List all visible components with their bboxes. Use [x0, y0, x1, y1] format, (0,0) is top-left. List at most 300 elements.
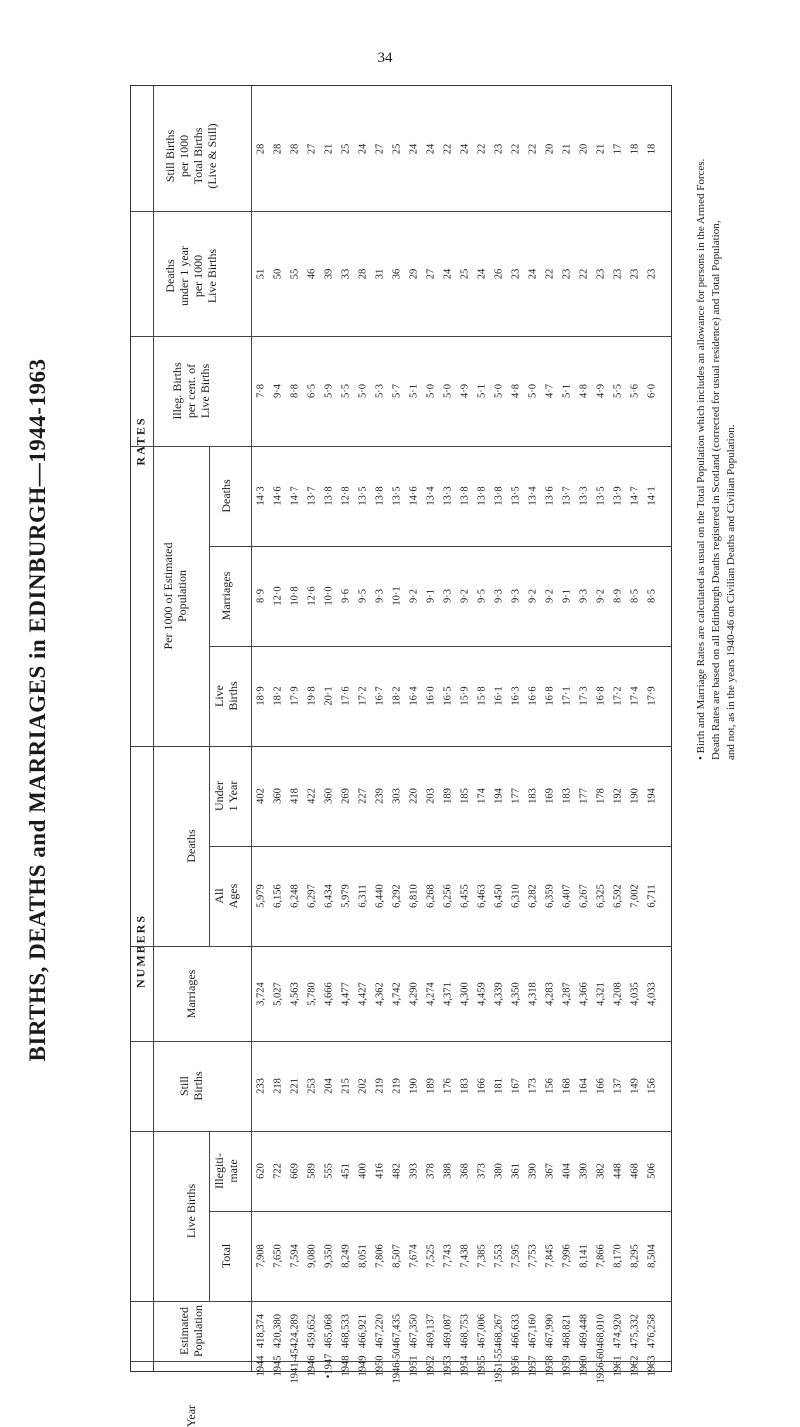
cell-marr: 5,027	[272, 981, 284, 1006]
cell-year: 1953	[442, 1355, 454, 1377]
cell-total: 8,507	[391, 1244, 403, 1268]
statistics-table	[130, 85, 672, 1427]
cell-year: 1945	[272, 1355, 284, 1377]
cell-still_rate: 20	[544, 143, 556, 154]
cell-still: 164	[578, 1078, 590, 1094]
cell-all: 6,292	[391, 884, 403, 908]
cell-rmarr: 12·6	[306, 586, 318, 606]
cell-marr: 4,035	[629, 981, 641, 1006]
cell-rdeath: 13·8	[323, 486, 335, 506]
cell-illeg: 448	[612, 1163, 624, 1179]
header-still-rate: Still Births per 1000 Total Births (Live & Still)	[163, 123, 219, 189]
cell-total: 7,674	[408, 1244, 420, 1268]
cell-rlb: 19·8	[306, 686, 318, 706]
cell-still_rate: 28	[272, 143, 284, 154]
cell-year: 1954	[459, 1355, 471, 1377]
cell-still_rate: 22	[527, 143, 539, 154]
cell-still: 253	[306, 1078, 318, 1094]
cell-rlb: 18·2	[391, 686, 403, 706]
cell-all: 6,282	[527, 884, 539, 908]
cell-all: 6,434	[323, 884, 335, 908]
cell-pop: 468,533	[340, 1313, 352, 1349]
cell-total: 7,650	[272, 1244, 284, 1268]
cell-rmarr: 10·0	[323, 586, 335, 606]
cell-all: 6,325	[595, 884, 607, 908]
cell-year: 1951	[408, 1355, 420, 1377]
cell-marr: 4,339	[493, 981, 505, 1006]
cell-rlb: 18·9	[255, 686, 267, 706]
cell-under1: 360	[323, 788, 335, 804]
cell-under1: 169	[544, 788, 556, 804]
cell-pop: 466,921	[357, 1313, 369, 1349]
cell-illeg_pct: 6·0	[646, 384, 658, 398]
cell-pop: 468,267	[493, 1313, 505, 1349]
cell-total: 7,525	[425, 1244, 437, 1268]
cell-total: 9,350	[323, 1244, 335, 1268]
cell-illeg_pct: 5·1	[408, 384, 420, 398]
cell-illeg_pct: 5·0	[527, 384, 539, 398]
cell-still_rate: 18	[646, 143, 658, 154]
cell-rdeath: 14·7	[289, 486, 301, 506]
cell-under1: 190	[629, 788, 641, 804]
cell-rdeath: 13·5	[357, 486, 369, 506]
cell-rlb: 15·9	[459, 686, 471, 706]
cell-still_rate: 18	[629, 143, 641, 154]
cell-still_rate: 21	[561, 143, 573, 154]
cell-pop: 467,990	[544, 1313, 556, 1349]
cell-inf: 23	[612, 268, 624, 279]
cell-rdeath: 14·3	[255, 486, 267, 506]
cell-illeg: 555	[323, 1163, 335, 1179]
cell-inf: 39	[323, 268, 335, 279]
cell-total: 8,295	[629, 1244, 641, 1268]
cell-still_rate: 17	[612, 143, 624, 154]
cell-rmarr: 9·1	[425, 589, 437, 603]
cell-illeg_pct: 8·8	[289, 384, 301, 398]
cell-all: 6,450	[493, 884, 505, 908]
cell-under1: 203	[425, 788, 437, 804]
cell-still: 137	[612, 1078, 624, 1094]
header-live-births: Live Births	[184, 1183, 198, 1239]
cell-rmarr: 8·5	[629, 589, 641, 603]
cell-inf: 22	[578, 268, 590, 279]
cell-still_rate: 24	[357, 143, 369, 154]
cell-all: 6,297	[306, 884, 318, 908]
cell-still_rate: 24	[459, 143, 471, 154]
cell-still_rate: 27	[374, 143, 386, 154]
cell-illeg: 367	[544, 1163, 556, 1179]
cell-still_rate: 22	[510, 143, 522, 154]
cell-total: 7,553	[493, 1244, 505, 1268]
cell-marr: 4,477	[340, 981, 352, 1006]
cell-inf: 51	[255, 268, 267, 279]
cell-rdeath: 13·8	[476, 486, 488, 506]
column-separator	[131, 746, 671, 747]
cell-pop: 469,087	[442, 1313, 454, 1349]
cell-rmarr: 9·2	[408, 589, 420, 603]
cell-under1: 220	[408, 788, 420, 804]
cell-still: 215	[340, 1078, 352, 1094]
cell-total: 7,595	[510, 1244, 522, 1268]
cell-still_rate: 28	[289, 143, 301, 154]
header-population: Estimated Population	[177, 1304, 205, 1358]
column-separator	[131, 1301, 671, 1302]
cell-rmarr: 9·3	[510, 589, 522, 603]
cell-rlb: 16·4	[408, 686, 420, 706]
column-separator	[131, 211, 671, 212]
cell-under1: 402	[255, 788, 267, 804]
cell-still: 156	[544, 1078, 556, 1094]
cell-still: 149	[629, 1078, 641, 1094]
deaths-subheader-boundary	[209, 746, 210, 946]
cell-rmarr: 9·3	[578, 589, 590, 603]
cell-rmarr: 9·3	[442, 589, 454, 603]
cell-marr: 4,666	[323, 981, 335, 1006]
cell-pop: 420,380	[272, 1313, 284, 1349]
cell-year: 1950	[374, 1355, 386, 1377]
footnote-line-1: • Birth and Marriage Rates are calculated as usual on the Total Population which includes an allowance for persons in the Armed Forces.	[695, 158, 707, 760]
cell-inf: 33	[340, 268, 352, 279]
cell-pop: 424,289	[289, 1313, 301, 1349]
footnote-line-2: Death Rates are based on all Edinburgh Deaths registered in Scotland (corrected for usual residence) and Total Population,	[710, 220, 722, 760]
cell-year: 1946	[306, 1355, 318, 1377]
sub-column-separator	[209, 546, 671, 547]
cell-pop: 469,448	[578, 1313, 590, 1349]
cell-pop: 467,435	[391, 1313, 403, 1349]
cell-total: 7,743	[442, 1244, 454, 1268]
cell-rmarr: 9·2	[527, 589, 539, 603]
cell-marr: 4,459	[476, 981, 488, 1006]
sub-column-separator	[209, 646, 671, 647]
cell-inf: 22	[544, 268, 556, 279]
page-title-container	[25, 358, 50, 1062]
cell-rdeath: 14·7	[629, 486, 641, 506]
cell-all: 6,268	[425, 884, 437, 908]
header-rate-deaths: Deaths	[219, 479, 233, 513]
cell-still_rate: 27	[306, 143, 318, 154]
cell-under1: 194	[646, 788, 658, 804]
cell-rlb: 17·9	[646, 686, 658, 706]
cell-pop: 468,821	[561, 1313, 573, 1349]
cell-rlb: 17·2	[612, 686, 624, 706]
cell-all: 6,248	[289, 884, 301, 908]
cell-still: 167	[510, 1078, 522, 1094]
cell-pop: 466,633	[510, 1313, 522, 1349]
cell-rmarr: 9·6	[340, 589, 352, 603]
cell-rlb: 16·1	[493, 686, 505, 706]
cell-rmarr: 9·1	[561, 589, 573, 603]
live-births-subheader-boundary	[209, 1131, 210, 1301]
cell-total: 8,170	[612, 1244, 624, 1268]
cell-rmarr: 9·3	[374, 589, 386, 603]
cell-rdeath: 13·5	[391, 486, 403, 506]
cell-pop: 475,332	[629, 1313, 641, 1349]
cell-still: 166	[595, 1078, 607, 1094]
cell-still_rate: 21	[323, 143, 335, 154]
page-title: BIRTHS, DEATHS and MARRIAGES in EDINBURGH—1944-1963	[25, 358, 50, 1062]
cell-still: 233	[255, 1078, 267, 1094]
cell-rdeath: 13·3	[578, 486, 590, 506]
cell-year: •1947	[323, 1353, 335, 1379]
cell-year: 1949	[357, 1355, 369, 1377]
cell-total: 7,753	[527, 1244, 539, 1268]
cell-rlb: 16·6	[527, 686, 539, 706]
cell-still: 166	[476, 1078, 488, 1094]
cell-illeg: 368	[459, 1163, 471, 1179]
cell-rlb: 16·7	[374, 686, 386, 706]
cell-under1: 174	[476, 788, 488, 804]
cell-year: 1957	[527, 1355, 539, 1377]
cell-rlb: 16·0	[425, 686, 437, 706]
cell-marr: 4,318	[527, 981, 539, 1006]
cell-illeg_pct: 5·1	[476, 384, 488, 398]
header-rate-marriages: Marriages	[219, 571, 233, 621]
header-total: Total	[219, 1243, 233, 1269]
cell-pop: 467,220	[374, 1313, 386, 1349]
cell-illeg: 404	[561, 1163, 573, 1179]
cell-marr: 4,290	[408, 981, 420, 1006]
cell-total: 7,806	[374, 1244, 386, 1268]
cell-pop: 465,068	[323, 1313, 335, 1349]
cell-illeg: 373	[476, 1163, 488, 1179]
cell-rdeath: 13·7	[561, 486, 573, 506]
cell-illeg: 393	[408, 1163, 420, 1179]
cell-illeg_pct: 5·0	[442, 384, 454, 398]
cell-illeg_pct: 5·3	[374, 384, 386, 398]
cell-all: 6,711	[646, 884, 658, 908]
cell-total: 9,080	[306, 1244, 318, 1268]
cell-illeg_pct: 4·7	[544, 384, 556, 398]
cell-all: 6,310	[510, 884, 522, 908]
cell-rmarr: 9·2	[595, 589, 607, 603]
cell-illeg: 361	[510, 1163, 522, 1179]
cell-inf: 46	[306, 268, 318, 279]
cell-rdeath: 13·9	[612, 486, 624, 506]
cell-rdeath: 14·6	[272, 486, 284, 506]
header-per-1000: Per 1000 of Estimated Population	[161, 542, 189, 650]
cell-year: 1958	[544, 1355, 556, 1377]
cell-total: 7,908	[255, 1244, 267, 1268]
cell-illeg: 382	[595, 1163, 607, 1179]
cell-marr: 4,300	[459, 981, 471, 1006]
cell-illeg_pct: 7·8	[255, 384, 267, 398]
cell-under1: 177	[510, 788, 522, 804]
cell-pop: 469,137	[425, 1313, 437, 1349]
cell-rdeath: 14·1	[646, 486, 658, 506]
cell-still_rate: 23	[493, 143, 505, 154]
cell-rmarr: 9·5	[357, 589, 369, 603]
cell-pop: 474,920	[612, 1313, 624, 1349]
cell-inf: 36	[391, 268, 403, 279]
header-infant-rate: Deaths under 1 year per 1000 Live Births	[163, 246, 219, 306]
cell-inf: 50	[272, 268, 284, 279]
cell-rlb: 17·9	[289, 686, 301, 706]
cell-inf: 23	[629, 268, 641, 279]
cell-all: 6,455	[459, 884, 471, 908]
cell-illeg_pct: 9·4	[272, 384, 284, 398]
cell-rlb: 17·6	[340, 686, 352, 706]
cell-year: 1960	[578, 1355, 590, 1377]
cell-illeg: 390	[527, 1163, 539, 1179]
cell-rlb: 15·8	[476, 686, 488, 706]
cell-still: 221	[289, 1078, 301, 1094]
cell-illeg_pct: 5·0	[425, 384, 437, 398]
cell-rdeath: 13·3	[442, 486, 454, 506]
cell-still_rate: 28	[255, 143, 267, 154]
sub-column-separator	[209, 846, 671, 847]
cell-rdeath: 13·6	[544, 486, 556, 506]
cell-inf: 24	[527, 268, 539, 279]
cell-all: 6,256	[442, 884, 454, 908]
cell-total: 7,438	[459, 1244, 471, 1268]
cell-rdeath: 13·7	[306, 486, 318, 506]
cell-rlb: 18·2	[272, 686, 284, 706]
cell-under1: 194	[493, 788, 505, 804]
cell-under1: 239	[374, 788, 386, 804]
cell-illeg: 620	[255, 1163, 267, 1179]
cell-rlb: 17·4	[629, 686, 641, 706]
cell-under1: 177	[578, 788, 590, 804]
header-still-births: Still Births	[177, 1071, 205, 1101]
cell-rlb: 16·8	[544, 686, 556, 706]
cell-pop: 467,160	[527, 1313, 539, 1349]
cell-illeg_pct: 5·7	[391, 384, 403, 398]
cell-rdeath: 13·5	[510, 486, 522, 506]
cell-year: 1963	[646, 1355, 658, 1377]
cell-total: 7,996	[561, 1244, 573, 1268]
cell-marr: 4,208	[612, 981, 624, 1006]
cell-still: 168	[561, 1078, 573, 1094]
header-year: Year	[184, 1404, 198, 1427]
cell-still: 189	[425, 1078, 437, 1094]
cell-under1: 360	[272, 788, 284, 804]
cell-marr: 3,724	[255, 981, 267, 1006]
cell-still_rate: 25	[391, 143, 403, 154]
column-separator	[131, 946, 671, 947]
cell-illeg: 380	[493, 1163, 505, 1179]
cell-inf: 24	[442, 268, 454, 279]
cell-year: 1961	[612, 1355, 624, 1377]
cell-marr: 4,033	[646, 981, 658, 1006]
cell-all: 6,440	[374, 884, 386, 908]
cell-marr: 4,274	[425, 981, 437, 1006]
cell-still_rate: 20	[578, 143, 590, 154]
cell-year: 1944	[255, 1355, 267, 1377]
cell-illeg_pct: 4·9	[595, 384, 607, 398]
cell-rdeath: 13·4	[425, 486, 437, 506]
cell-inf: 29	[408, 268, 420, 279]
cell-still: 219	[391, 1078, 403, 1094]
cell-illeg_pct: 5·0	[357, 384, 369, 398]
cell-under1: 422	[306, 788, 318, 804]
cell-rmarr: 8·9	[255, 589, 267, 603]
cell-illeg: 400	[357, 1163, 369, 1179]
cell-rlb: 16·8	[595, 686, 607, 706]
cell-all: 6,592	[612, 884, 624, 908]
cell-rmarr: 12·0	[272, 586, 284, 606]
cell-still: 183	[459, 1078, 471, 1094]
cell-under1: 227	[357, 788, 369, 804]
cell-under1: 183	[561, 788, 573, 804]
cell-rdeath: 12·8	[340, 486, 352, 506]
cell-illeg: 378	[425, 1163, 437, 1179]
cell-illeg: 722	[272, 1163, 284, 1179]
cell-illeg: 669	[289, 1163, 301, 1179]
cell-rdeath: 14·6	[408, 486, 420, 506]
cell-rlb: 17·2	[357, 686, 369, 706]
cell-marr: 5,780	[306, 981, 318, 1006]
cell-all: 5,979	[340, 884, 352, 908]
cell-year: 1952	[425, 1355, 437, 1377]
cell-rdeath: 13·5	[595, 486, 607, 506]
cell-under1: 418	[289, 788, 301, 804]
cell-all: 6,463	[476, 884, 488, 908]
cell-total: 7,845	[544, 1244, 556, 1268]
cell-marr: 4,362	[374, 981, 386, 1006]
cell-under1: 303	[391, 788, 403, 804]
per-1000-subheader-boundary	[209, 446, 210, 746]
cell-still_rate: 21	[595, 143, 607, 154]
cell-still: 190	[408, 1078, 420, 1094]
cell-inf: 27	[425, 268, 437, 279]
section-label-rates: RATES	[133, 416, 148, 466]
header-boundary	[251, 86, 252, 1371]
cell-still: 173	[527, 1078, 539, 1094]
cell-under1: 269	[340, 788, 352, 804]
cell-still: 204	[323, 1078, 335, 1094]
section-boundary	[153, 86, 154, 1371]
cell-still: 156	[646, 1078, 658, 1094]
cell-total: 8,141	[578, 1244, 590, 1268]
cell-marr: 4,366	[578, 981, 590, 1006]
cell-rlb: 17·3	[578, 686, 590, 706]
cell-marr: 4,287	[561, 981, 573, 1006]
cell-year: 1956-60	[595, 1348, 607, 1384]
cell-year: 1948	[340, 1355, 352, 1377]
cell-illeg_pct: 5·0	[493, 384, 505, 398]
cell-illeg_pct: 5·1	[561, 384, 573, 398]
cell-rmarr: 10·1	[391, 586, 403, 606]
cell-illeg: 451	[340, 1163, 352, 1179]
cell-illeg: 416	[374, 1163, 386, 1179]
cell-total: 7,866	[595, 1244, 607, 1268]
cell-rdeath: 13·8	[374, 486, 386, 506]
cell-illeg_pct: 5·5	[340, 384, 352, 398]
cell-marr: 4,563	[289, 981, 301, 1006]
column-separator	[131, 446, 671, 447]
column-separator	[131, 1131, 671, 1132]
cell-pop: 467,006	[476, 1313, 488, 1349]
cell-rmarr: 9·2	[459, 589, 471, 603]
cell-pop: 468,753	[459, 1313, 471, 1349]
cell-inf: 55	[289, 268, 301, 279]
cell-still: 202	[357, 1078, 369, 1094]
cell-all: 6,311	[357, 884, 369, 908]
cell-all: 6,267	[578, 884, 590, 908]
cell-inf: 31	[374, 268, 386, 279]
cell-under1: 178	[595, 788, 607, 804]
cell-under1: 185	[459, 788, 471, 804]
cell-pop: 459,652	[306, 1313, 318, 1349]
cell-all: 6,359	[544, 884, 556, 908]
cell-under1: 183	[527, 788, 539, 804]
cell-rdeath: 13·8	[493, 486, 505, 506]
cell-illeg: 388	[442, 1163, 454, 1179]
footnote-line-3: and not, as in the years 1940-46 on Civilian Deaths and Civilian Population.	[725, 424, 737, 760]
cell-inf: 24	[476, 268, 488, 279]
section-label-numbers: NUMBERS	[133, 913, 148, 989]
column-separator	[131, 336, 671, 337]
